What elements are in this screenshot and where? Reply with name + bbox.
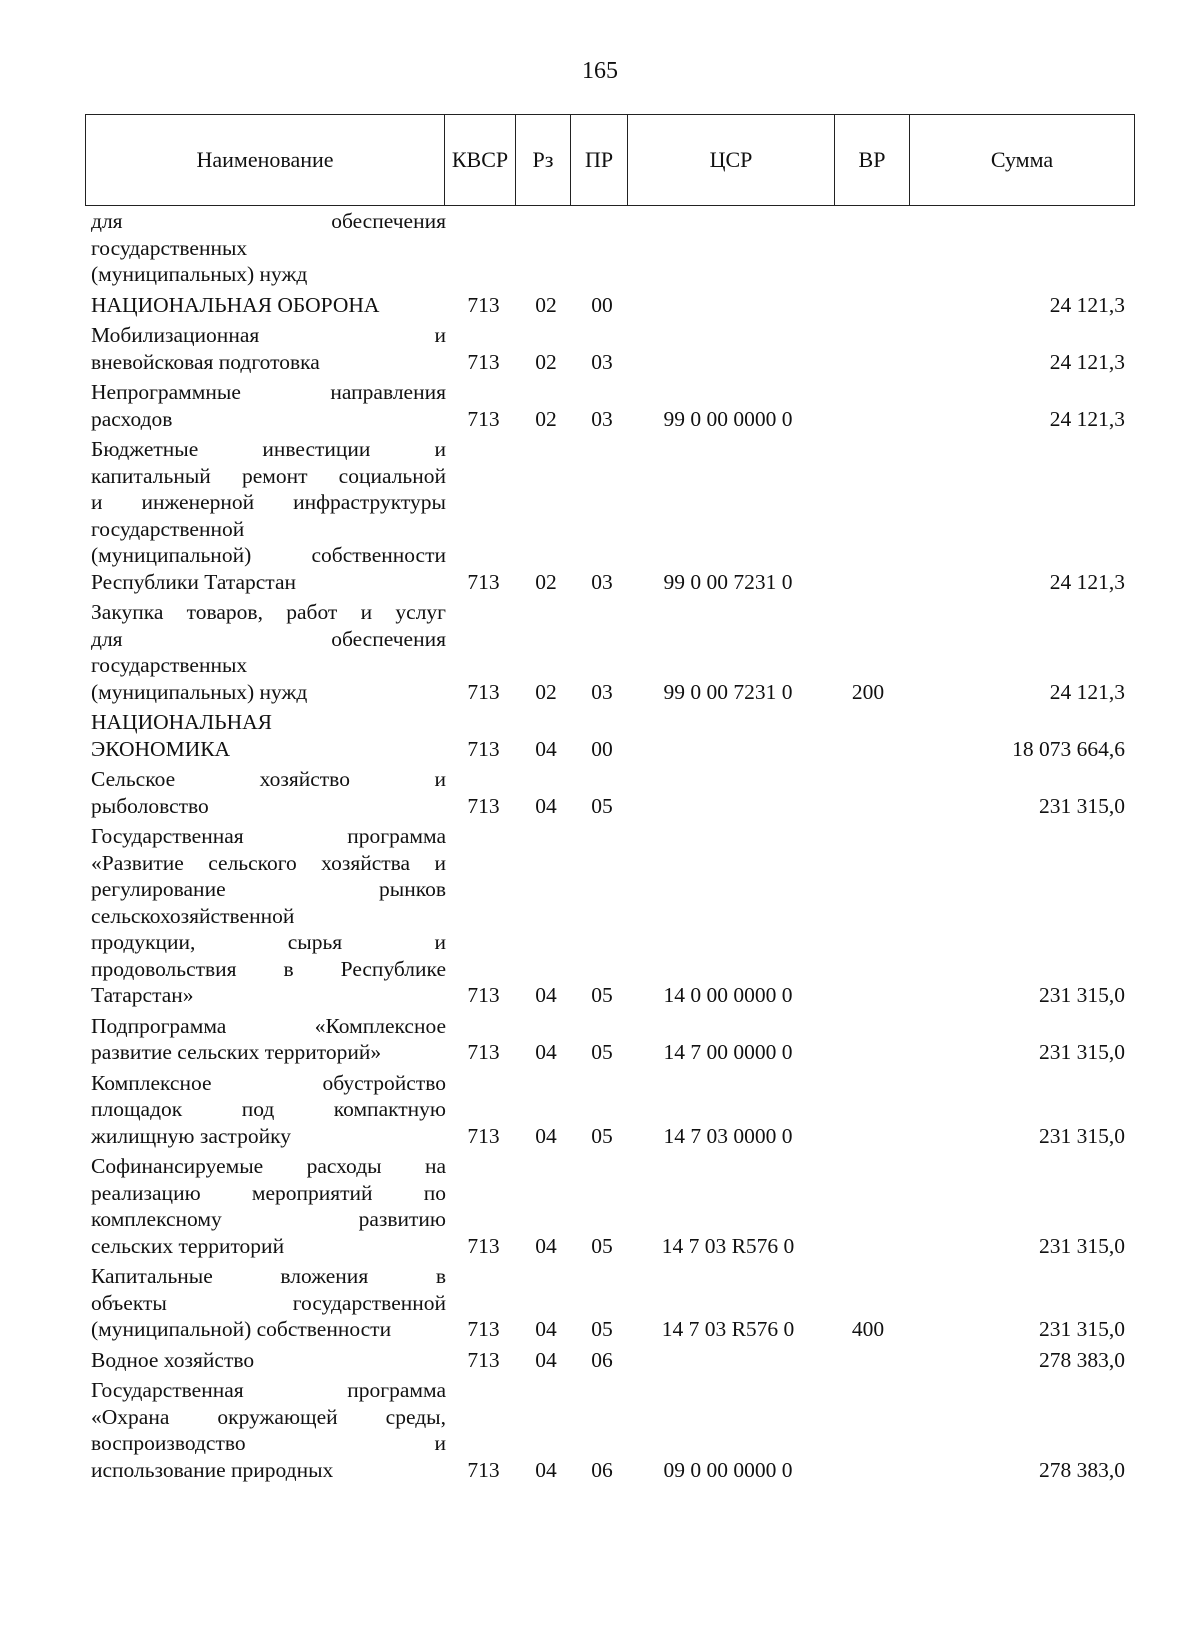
row-name-line: Мобилизационная и: [91, 323, 446, 347]
row-name-line: Непрограммные направления: [91, 380, 446, 404]
table-body: [91, 208, 1125, 1487]
table-row: [91, 208, 1125, 288]
row-name-line: рыболовство: [91, 793, 209, 818]
table-row: [91, 599, 1125, 705]
row-name-line: «Охрана окружающей среды,: [91, 1404, 446, 1429]
row-name: [91, 1347, 446, 1374]
row-name-line: комплексному развитию: [91, 1207, 446, 1231]
row-name: [91, 1070, 446, 1150]
row-name-line: Комплексное обустройство: [91, 1070, 446, 1095]
row-csr: 14 7 03 0000 0: [663, 1123, 793, 1148]
row-name-line: объекты государственной: [91, 1290, 446, 1315]
row-rz: 02: [535, 569, 557, 594]
table-header: [85, 114, 1135, 206]
row-name: [91, 766, 446, 819]
table-row: [91, 1263, 1125, 1343]
row-pr: 03: [591, 679, 613, 704]
row-name-line: для обеспечения: [91, 209, 446, 233]
row-rz: 04: [535, 1317, 557, 1341]
row-name-line: (муниципальной) собственности: [91, 543, 446, 567]
header-rz: Рз: [516, 115, 571, 206]
page-number: 165: [582, 58, 618, 84]
row-csr: 14 0 00 0000 0: [663, 983, 793, 1007]
header-sum: Сумма: [910, 115, 1135, 206]
row-pr: 06: [591, 1457, 613, 1482]
row-rz: 04: [535, 736, 557, 761]
row-rz: 04: [535, 1040, 557, 1064]
row-sum: 231 315,0: [1039, 1233, 1125, 1258]
row-sum: 24 121,3: [1049, 349, 1125, 374]
row-name-line: развитие сельских территорий»: [91, 1040, 382, 1064]
row-kvsr: 713: [467, 793, 500, 818]
row-pr: 00: [591, 292, 613, 317]
row-name-line: площадок под компактную: [91, 1097, 446, 1121]
row-pr: 06: [591, 1347, 613, 1372]
row-name-line: продукции, сырья и: [91, 930, 446, 954]
row-name-line: использование природных: [91, 1457, 334, 1482]
row-kvsr: 713: [467, 736, 500, 761]
row-kvsr: 713: [467, 1233, 500, 1258]
row-csr: 99 0 00 7231 0: [663, 679, 793, 704]
row-kvsr: 713: [467, 1317, 500, 1341]
row-name-line: Водное хозяйство: [91, 1347, 255, 1372]
row-sum: 278 383,0: [1039, 1457, 1125, 1482]
row-name: [91, 823, 446, 1009]
table-row: [91, 1377, 1125, 1483]
row-pr: 05: [591, 983, 613, 1007]
row-pr: 03: [591, 569, 613, 594]
row-vr: 200: [851, 679, 885, 704]
row-vr: 400: [851, 1317, 885, 1341]
table-row: [91, 1347, 1125, 1374]
table-row: [91, 436, 1125, 595]
row-name-line: капитальный ремонт социальной: [91, 463, 446, 488]
row-name-line: сельских территорий: [91, 1233, 285, 1258]
row-kvsr: 713: [467, 1040, 500, 1064]
row-rz: 04: [535, 793, 557, 818]
row-kvsr: 713: [467, 569, 500, 594]
row-pr: 05: [591, 1233, 613, 1258]
row-sum: 231 315,0: [1039, 1317, 1125, 1341]
row-rz: 04: [535, 1347, 557, 1372]
row-rz: 04: [535, 1457, 557, 1482]
row-name-line: Подпрограмма «Комплексное: [91, 1013, 446, 1038]
row-name-line: (муниципальных) нужд: [91, 679, 308, 704]
row-csr: 14 7 03 R576 0: [661, 1233, 795, 1258]
header-vr: ВР: [835, 115, 910, 206]
row-name: [91, 379, 446, 432]
row-name-line: «Развитие сельского хозяйства и: [91, 850, 446, 875]
row-name-line: (муниципальной) собственности: [91, 1317, 392, 1341]
row-kvsr: 713: [467, 679, 500, 704]
row-csr: 09 0 00 0000 0: [663, 1457, 793, 1482]
row-name: [91, 1153, 446, 1259]
table-row: [91, 1013, 1125, 1066]
row-name: [91, 208, 446, 288]
row-rz: 04: [535, 1123, 557, 1148]
row-csr: 14 7 03 R576 0: [661, 1317, 795, 1341]
row-name-line: Капитальные вложения в: [91, 1264, 446, 1288]
row-pr: 05: [591, 1123, 613, 1148]
header-pr: ПР: [571, 115, 628, 206]
row-pr: 05: [591, 793, 613, 818]
row-name: [91, 322, 446, 375]
row-kvsr: 713: [467, 1123, 500, 1148]
row-sum: 231 315,0: [1039, 1040, 1125, 1064]
row-name-line: НАЦИОНАЛЬНАЯ ОБОРОНА: [91, 292, 380, 317]
row-name-line: (муниципальных) нужд: [91, 262, 308, 286]
row-sum: 278 383,0: [1039, 1347, 1125, 1372]
row-name: [91, 1013, 446, 1066]
row-sum: 231 315,0: [1039, 1123, 1125, 1148]
row-rz: 02: [535, 406, 557, 431]
row-name-line: Сельское хозяйство и: [91, 767, 446, 791]
row-name-line: государственных: [91, 653, 248, 677]
row-sum: 24 121,3: [1049, 406, 1125, 431]
row-kvsr: 713: [467, 983, 500, 1007]
row-pr: 03: [591, 349, 613, 374]
table-row: [91, 1153, 1125, 1259]
row-name-line: Республики Татарстан: [91, 569, 297, 594]
table-row: [91, 292, 1125, 319]
table-row: [91, 322, 1125, 375]
table-row: [91, 1070, 1125, 1150]
row-name-line: и инженерной инфраструктуры: [91, 490, 446, 514]
row-name-line: ЭКОНОМИКА: [91, 736, 231, 761]
header-csr: ЦСР: [628, 115, 835, 206]
row-name-line: Государственная программа: [91, 824, 446, 848]
row-kvsr: 713: [467, 349, 500, 374]
table-row: [91, 709, 1125, 762]
row-name-line: регулирование рынков: [91, 877, 446, 901]
row-csr: 14 7 00 0000 0: [663, 1040, 793, 1064]
row-name: [91, 1263, 446, 1343]
row-kvsr: 713: [467, 1457, 500, 1482]
row-rz: 02: [535, 349, 557, 374]
row-pr: 05: [591, 1317, 613, 1341]
header-name: Наименование: [86, 115, 445, 206]
table-row: [91, 379, 1125, 432]
row-sum: 231 315,0: [1039, 983, 1125, 1007]
table-row: [91, 823, 1125, 1009]
row-kvsr: 713: [467, 1347, 500, 1372]
row-name: [91, 1377, 446, 1483]
row-kvsr: 713: [467, 292, 500, 317]
row-rz: 02: [535, 679, 557, 704]
row-name-line: для обеспечения: [91, 626, 446, 651]
row-name: [91, 292, 446, 319]
row-name-line: НАЦИОНАЛЬНАЯ: [91, 710, 273, 734]
row-rz: 02: [535, 292, 557, 317]
table-row: [91, 766, 1125, 819]
row-name-line: продовольствия в Республике: [91, 956, 446, 981]
row-sum: 24 121,3: [1049, 679, 1125, 704]
row-name: [91, 436, 446, 595]
row-csr: 99 0 00 0000 0: [663, 406, 793, 431]
row-rz: 04: [535, 1233, 557, 1258]
row-rz: 04: [535, 983, 557, 1007]
row-csr: 99 0 00 7231 0: [663, 569, 793, 594]
row-sum: 18 073 664,6: [1012, 736, 1125, 761]
row-sum: 24 121,3: [1049, 569, 1125, 594]
row-name: [91, 709, 446, 762]
header-kvsr: КВСР: [445, 115, 516, 206]
row-name-line: Софинансируемые расходы на: [91, 1154, 446, 1178]
row-pr: 00: [591, 736, 613, 761]
row-name-line: расходов: [91, 406, 173, 431]
row-name-line: жилищную застройку: [91, 1123, 291, 1148]
row-name-line: воспроизводство и: [91, 1431, 446, 1455]
row-name-line: Закупка товаров, работ и услуг: [91, 600, 446, 624]
row-name-line: государственной: [91, 516, 245, 541]
row-pr: 03: [591, 406, 613, 431]
row-name-line: Бюджетные инвестиции и: [91, 437, 446, 461]
row-name-line: Татарстан»: [91, 983, 194, 1007]
row-name: [91, 599, 446, 705]
row-name-line: государственных: [91, 235, 248, 260]
row-name-line: вневойсковая подготовка: [91, 349, 320, 374]
row-sum: 231 315,0: [1039, 793, 1125, 818]
row-name-line: сельскохозяйственной: [91, 903, 295, 928]
row-kvsr: 713: [467, 406, 500, 431]
row-sum: 24 121,3: [1049, 292, 1125, 317]
row-pr: 05: [591, 1040, 613, 1064]
row-name-line: Государственная программа: [91, 1378, 446, 1402]
row-name-line: реализацию мероприятий по: [91, 1180, 446, 1205]
